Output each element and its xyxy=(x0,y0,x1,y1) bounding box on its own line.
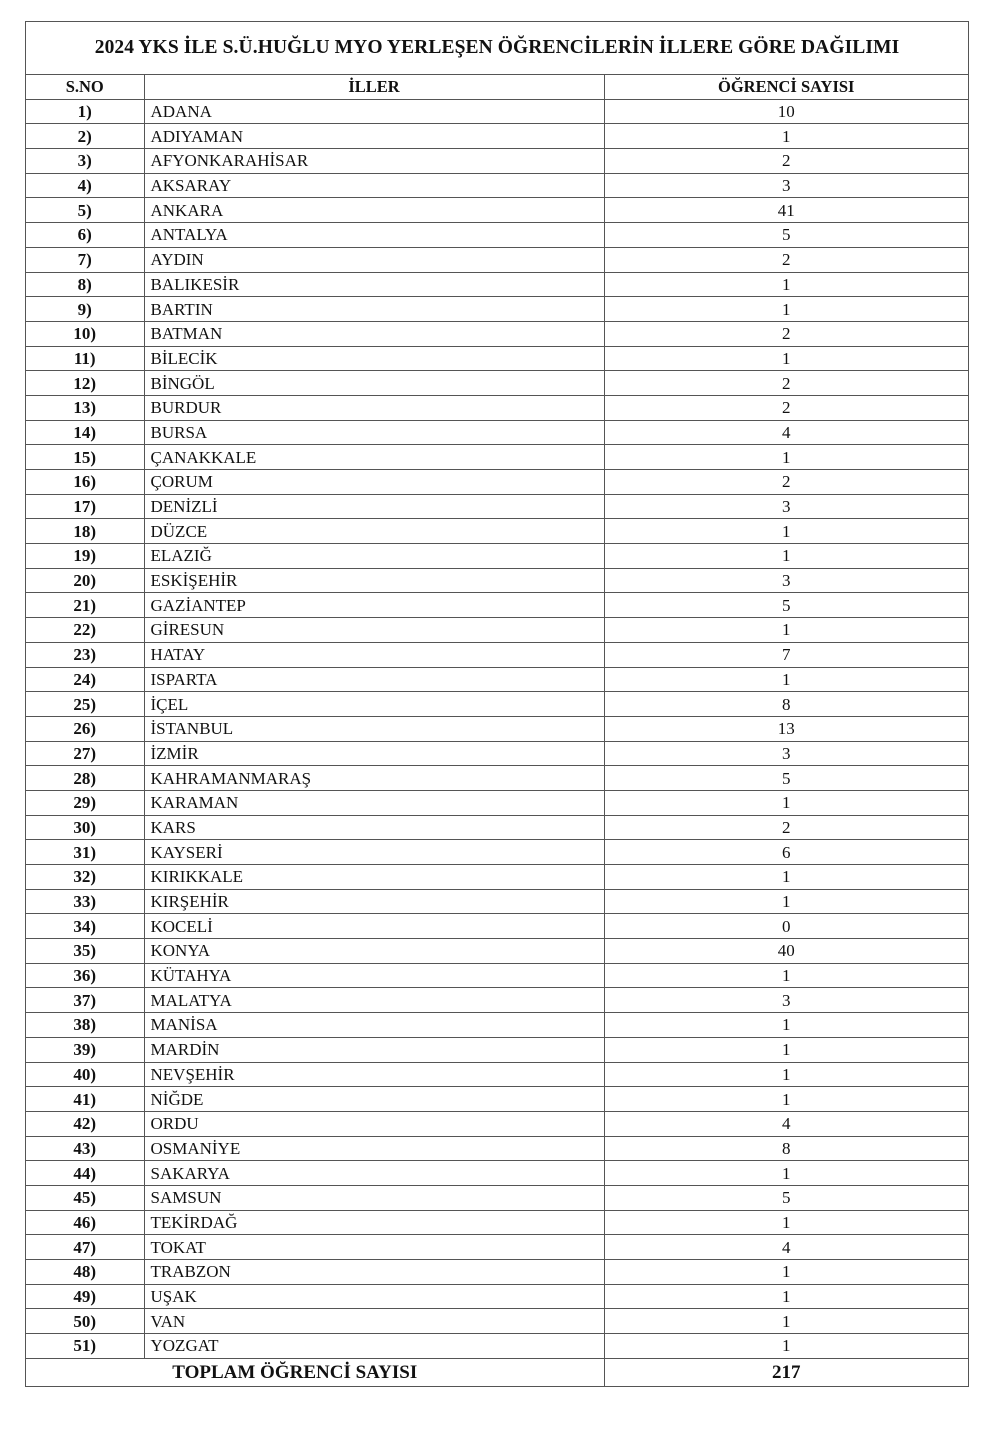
table-row xyxy=(26,716,968,741)
table-row xyxy=(26,124,968,149)
row-count: 1 xyxy=(604,346,968,371)
table-row xyxy=(26,223,968,248)
row-number: 28) xyxy=(26,766,144,791)
total-value: 217 xyxy=(604,1358,968,1386)
row-number: 11) xyxy=(26,346,144,371)
row-city: MANİSA xyxy=(144,1013,604,1038)
table-row xyxy=(26,815,968,840)
row-number: 45) xyxy=(26,1185,144,1210)
row-count: 1 xyxy=(604,272,968,297)
row-number: 20) xyxy=(26,568,144,593)
row-count: 1 xyxy=(604,1210,968,1235)
row-city: İSTANBUL xyxy=(144,716,604,741)
row-city: BİNGÖL xyxy=(144,371,604,396)
table-row xyxy=(26,470,968,495)
row-city: YOZGAT xyxy=(144,1334,604,1359)
header-no: S.NO xyxy=(26,75,144,99)
table-row xyxy=(26,1136,968,1161)
table-row xyxy=(26,544,968,569)
row-city: KÜTAHYA xyxy=(144,963,604,988)
table-row xyxy=(26,99,968,124)
table-row xyxy=(26,198,968,223)
row-city: TEKİRDAĞ xyxy=(144,1210,604,1235)
row-count: 1 xyxy=(604,1260,968,1285)
row-number: 24) xyxy=(26,667,144,692)
row-number: 43) xyxy=(26,1136,144,1161)
table-row xyxy=(26,272,968,297)
table-row xyxy=(26,741,968,766)
row-count: 1 xyxy=(604,963,968,988)
row-count: 1 xyxy=(604,1309,968,1334)
row-count: 1 xyxy=(604,865,968,890)
table-row xyxy=(26,988,968,1013)
row-city: İÇEL xyxy=(144,692,604,717)
row-number: 26) xyxy=(26,716,144,741)
row-city: DÜZCE xyxy=(144,519,604,544)
row-city: NEVŞEHİR xyxy=(144,1062,604,1087)
row-number: 12) xyxy=(26,371,144,396)
row-city: KIRIKKALE xyxy=(144,865,604,890)
row-count: 1 xyxy=(604,519,968,544)
row-number: 46) xyxy=(26,1210,144,1235)
row-number: 21) xyxy=(26,593,144,618)
row-count: 1 xyxy=(604,1284,968,1309)
row-count: 13 xyxy=(604,716,968,741)
row-number: 15) xyxy=(26,445,144,470)
row-count: 2 xyxy=(604,371,968,396)
row-city: ÇANAKKALE xyxy=(144,445,604,470)
table-row xyxy=(26,1111,968,1136)
row-count: 3 xyxy=(604,494,968,519)
row-count: 4 xyxy=(604,420,968,445)
row-count: 3 xyxy=(604,568,968,593)
table-row xyxy=(26,593,968,618)
table-row xyxy=(26,865,968,890)
row-number: 3) xyxy=(26,149,144,174)
table-row xyxy=(26,1161,968,1186)
row-city: KIRŞEHİR xyxy=(144,889,604,914)
row-number: 19) xyxy=(26,544,144,569)
row-city: GİRESUN xyxy=(144,618,604,643)
row-city: AKSARAY xyxy=(144,173,604,198)
row-count: 1 xyxy=(604,667,968,692)
table-row xyxy=(26,445,968,470)
row-number: 41) xyxy=(26,1087,144,1112)
row-city: SAKARYA xyxy=(144,1161,604,1186)
table-row xyxy=(26,618,968,643)
total-label: TOPLAM ÖĞRENCİ SAYISI xyxy=(26,1358,604,1386)
row-count: 5 xyxy=(604,593,968,618)
page-title: 2024 YKS İLE S.Ü.HUĞLU MYO YERLEŞEN ÖĞRENCİLERİN İLLERE GÖRE DAĞILIMI xyxy=(26,22,968,75)
row-count: 1 xyxy=(604,618,968,643)
row-count: 1 xyxy=(604,1334,968,1359)
row-city: KAHRAMANMARAŞ xyxy=(144,766,604,791)
table-row xyxy=(26,1210,968,1235)
row-number: 1) xyxy=(26,99,144,124)
row-city: ISPARTA xyxy=(144,667,604,692)
row-count: 1 xyxy=(604,1037,968,1062)
row-number: 51) xyxy=(26,1334,144,1359)
row-number: 37) xyxy=(26,988,144,1013)
table-row xyxy=(26,297,968,322)
row-count: 4 xyxy=(604,1235,968,1260)
row-city: VAN xyxy=(144,1309,604,1334)
row-count: 1 xyxy=(604,445,968,470)
row-number: 27) xyxy=(26,741,144,766)
table-row xyxy=(26,692,968,717)
row-city: DENİZLİ xyxy=(144,494,604,519)
row-number: 30) xyxy=(26,815,144,840)
row-count: 1 xyxy=(604,1013,968,1038)
row-number: 29) xyxy=(26,790,144,815)
table-row xyxy=(26,420,968,445)
row-count: 1 xyxy=(604,297,968,322)
row-number: 14) xyxy=(26,420,144,445)
row-count: 41 xyxy=(604,198,968,223)
row-city: NİĞDE xyxy=(144,1087,604,1112)
row-number: 50) xyxy=(26,1309,144,1334)
row-city: KONYA xyxy=(144,939,604,964)
table-row xyxy=(26,889,968,914)
row-number: 10) xyxy=(26,321,144,346)
table-row xyxy=(26,667,968,692)
row-count: 5 xyxy=(604,1185,968,1210)
row-city: HATAY xyxy=(144,642,604,667)
table-row xyxy=(26,371,968,396)
row-number: 17) xyxy=(26,494,144,519)
row-number: 35) xyxy=(26,939,144,964)
row-count: 1 xyxy=(604,1161,968,1186)
row-count: 3 xyxy=(604,741,968,766)
table-row xyxy=(26,790,968,815)
row-number: 25) xyxy=(26,692,144,717)
distribution-table xyxy=(26,75,968,1386)
row-number: 47) xyxy=(26,1235,144,1260)
row-number: 16) xyxy=(26,470,144,495)
row-number: 13) xyxy=(26,395,144,420)
row-count: 3 xyxy=(604,988,968,1013)
table-header-row xyxy=(26,75,968,99)
row-number: 33) xyxy=(26,889,144,914)
row-count: 8 xyxy=(604,1136,968,1161)
table-row xyxy=(26,568,968,593)
row-city: BARTIN xyxy=(144,297,604,322)
row-city: BATMAN xyxy=(144,321,604,346)
table-body xyxy=(26,99,968,1386)
header-city: İLLER xyxy=(144,75,604,99)
row-number: 39) xyxy=(26,1037,144,1062)
row-number: 49) xyxy=(26,1284,144,1309)
row-number: 34) xyxy=(26,914,144,939)
row-count: 2 xyxy=(604,470,968,495)
table-row xyxy=(26,494,968,519)
row-city: AYDIN xyxy=(144,247,604,272)
row-count: 1 xyxy=(604,124,968,149)
row-city: İZMİR xyxy=(144,741,604,766)
row-number: 23) xyxy=(26,642,144,667)
row-city: ESKİŞEHİR xyxy=(144,568,604,593)
table-row xyxy=(26,346,968,371)
row-number: 18) xyxy=(26,519,144,544)
table-row xyxy=(26,963,968,988)
table-row xyxy=(26,840,968,865)
table-row xyxy=(26,1037,968,1062)
row-city: GAZİANTEP xyxy=(144,593,604,618)
row-number: 38) xyxy=(26,1013,144,1038)
table-row xyxy=(26,519,968,544)
table-row xyxy=(26,766,968,791)
table-row xyxy=(26,914,968,939)
row-count: 0 xyxy=(604,914,968,939)
row-number: 40) xyxy=(26,1062,144,1087)
row-city: ORDU xyxy=(144,1111,604,1136)
table-row xyxy=(26,247,968,272)
row-city: MARDİN xyxy=(144,1037,604,1062)
row-city: BİLECİK xyxy=(144,346,604,371)
table-row xyxy=(26,321,968,346)
row-city: ANKARA xyxy=(144,198,604,223)
row-count: 7 xyxy=(604,642,968,667)
row-city: ADIYAMAN xyxy=(144,124,604,149)
row-count: 40 xyxy=(604,939,968,964)
row-city: KARAMAN xyxy=(144,790,604,815)
document-sheet xyxy=(25,21,969,1387)
row-count: 1 xyxy=(604,544,968,569)
table-row xyxy=(26,173,968,198)
row-city: BALIKESİR xyxy=(144,272,604,297)
row-city: KAYSERİ xyxy=(144,840,604,865)
row-city: OSMANİYE xyxy=(144,1136,604,1161)
row-number: 8) xyxy=(26,272,144,297)
row-number: 4) xyxy=(26,173,144,198)
table-row xyxy=(26,149,968,174)
table-row xyxy=(26,1087,968,1112)
row-number: 5) xyxy=(26,198,144,223)
row-count: 6 xyxy=(604,840,968,865)
row-count: 4 xyxy=(604,1111,968,1136)
row-city: ÇORUM xyxy=(144,470,604,495)
row-number: 42) xyxy=(26,1111,144,1136)
row-city: TOKAT xyxy=(144,1235,604,1260)
row-count: 1 xyxy=(604,790,968,815)
row-city: BURSA xyxy=(144,420,604,445)
row-count: 2 xyxy=(604,321,968,346)
header-count: ÖĞRENCİ SAYISI xyxy=(604,75,968,99)
row-number: 9) xyxy=(26,297,144,322)
table-row xyxy=(26,939,968,964)
row-city: TRABZON xyxy=(144,1260,604,1285)
table-row xyxy=(26,395,968,420)
table-row xyxy=(26,1185,968,1210)
row-number: 2) xyxy=(26,124,144,149)
row-count: 5 xyxy=(604,223,968,248)
row-count: 2 xyxy=(604,395,968,420)
row-count: 2 xyxy=(604,247,968,272)
row-number: 36) xyxy=(26,963,144,988)
row-count: 8 xyxy=(604,692,968,717)
table-row xyxy=(26,1013,968,1038)
row-city: ADANA xyxy=(144,99,604,124)
row-count: 2 xyxy=(604,815,968,840)
row-city: AFYONKARAHİSAR xyxy=(144,149,604,174)
row-count: 2 xyxy=(604,149,968,174)
row-city: BURDUR xyxy=(144,395,604,420)
row-city: ELAZIĞ xyxy=(144,544,604,569)
row-count: 10 xyxy=(604,99,968,124)
row-city: UŞAK xyxy=(144,1284,604,1309)
total-row xyxy=(26,1358,968,1386)
row-number: 32) xyxy=(26,865,144,890)
table-row xyxy=(26,1062,968,1087)
row-count: 3 xyxy=(604,173,968,198)
row-city: SAMSUN xyxy=(144,1185,604,1210)
table-row xyxy=(26,1235,968,1260)
row-number: 6) xyxy=(26,223,144,248)
table-row xyxy=(26,1334,968,1359)
row-count: 1 xyxy=(604,1087,968,1112)
row-number: 31) xyxy=(26,840,144,865)
row-city: ANTALYA xyxy=(144,223,604,248)
row-count: 1 xyxy=(604,1062,968,1087)
row-city: MALATYA xyxy=(144,988,604,1013)
table-row xyxy=(26,642,968,667)
row-city: KOCELİ xyxy=(144,914,604,939)
table-row xyxy=(26,1284,968,1309)
row-city: KARS xyxy=(144,815,604,840)
row-count: 1 xyxy=(604,889,968,914)
table-row xyxy=(26,1309,968,1334)
row-number: 7) xyxy=(26,247,144,272)
row-number: 48) xyxy=(26,1260,144,1285)
row-number: 44) xyxy=(26,1161,144,1186)
table-row xyxy=(26,1260,968,1285)
row-count: 5 xyxy=(604,766,968,791)
row-number: 22) xyxy=(26,618,144,643)
